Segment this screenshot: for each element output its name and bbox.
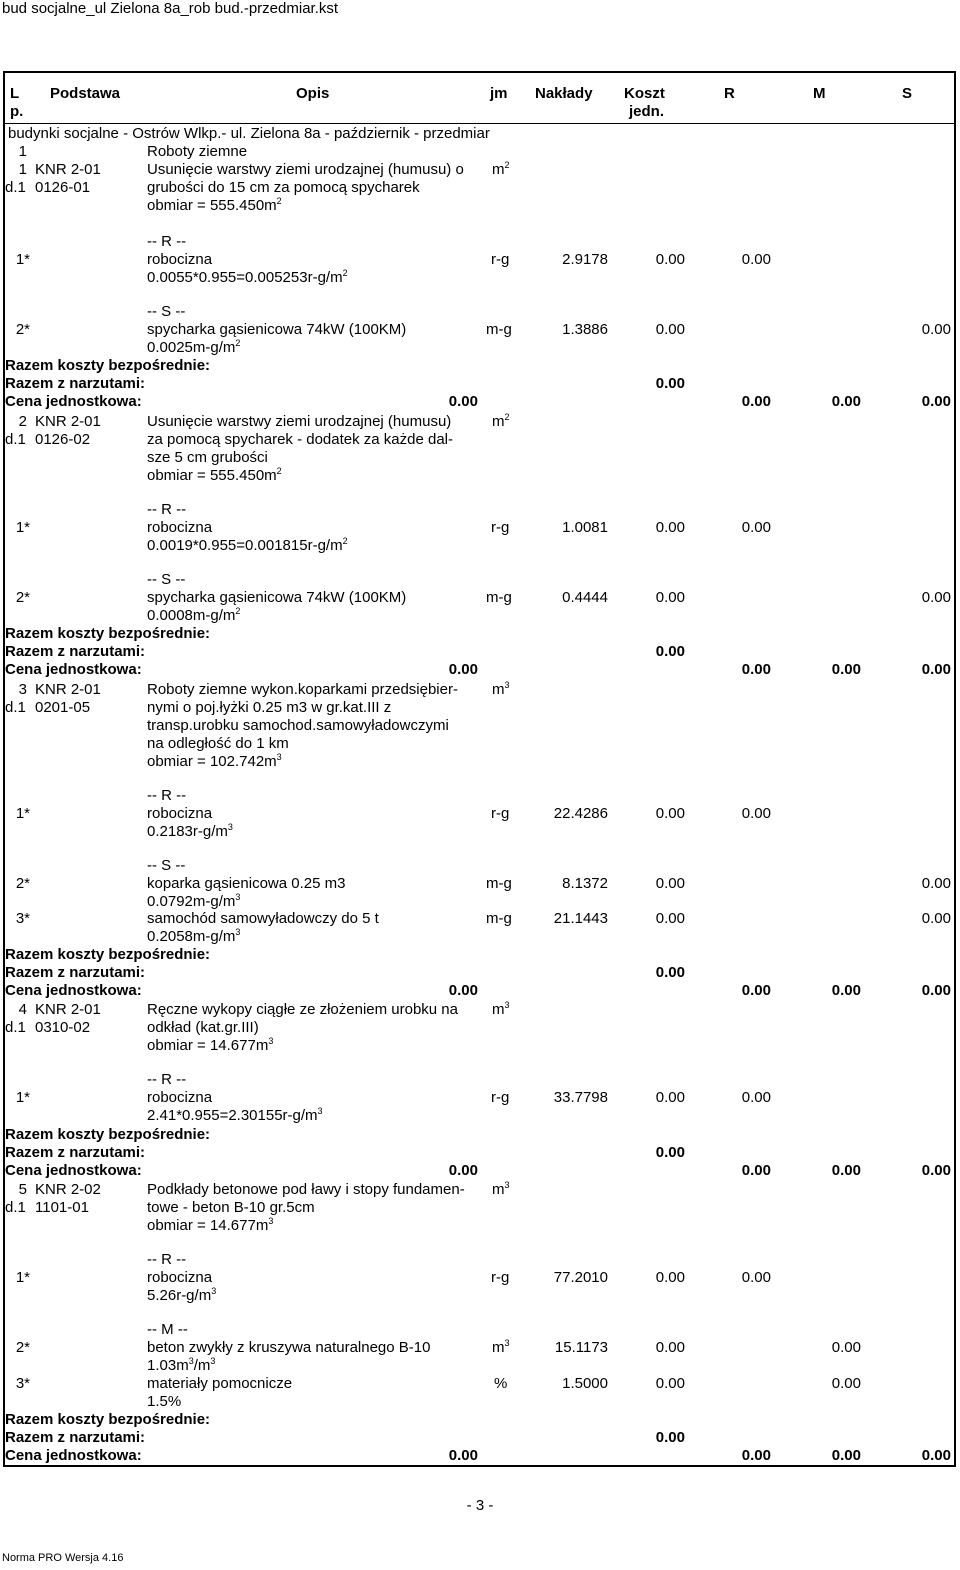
resource-r-value: 0.00 <box>741 1089 771 1106</box>
position-description: Podkłady betonowe pod ławy i stopy fundamen- <box>147 1181 465 1198</box>
header-naklady: Nakłady <box>535 85 593 102</box>
unit-price-value: 0.00 <box>448 661 478 678</box>
position-d: d.1 <box>5 1019 26 1036</box>
unit-price-s: 0.00 <box>921 982 951 999</box>
position-number: 3 <box>18 681 27 698</box>
position-code-2: 0310-02 <box>35 1019 91 1036</box>
position-code: KNR 2-01 <box>35 413 101 430</box>
with-overhead-label: Razem z narzutami: <box>5 1144 146 1161</box>
resource-unit-cost: 0.00 <box>655 321 685 338</box>
resource-lp: 1* <box>15 251 30 268</box>
position-measure: obmiar = $555.450m^2$ <box>147 196 282 214</box>
header-lp: L <box>10 85 20 102</box>
unit-price-r: 0.00 <box>741 661 771 678</box>
position-description-3: sze 5 cm grubości <box>147 449 268 466</box>
resource-name: robocizna <box>147 805 213 822</box>
table-bottom-border <box>3 1465 956 1467</box>
position-code-2: 1101-01 <box>35 1199 89 1216</box>
resource-name: robocizna <box>147 1089 213 1106</box>
resource-group-header: -- R -- <box>147 1251 187 1268</box>
resource-norm: 1.5% <box>147 1393 182 1410</box>
resource-norm: $0.0019*0.955=0.001815r-g/m^2$ <box>147 536 348 554</box>
resource-s-value: 0.00 <box>921 910 951 927</box>
resource-s-value: 0.00 <box>921 589 951 606</box>
resource-unit: m-g <box>486 875 512 892</box>
position-description: Usunięcie warstwy ziemi urodzajnej (humusu) o <box>147 161 464 178</box>
with-overhead-label: Razem z narzutami: <box>5 375 146 392</box>
resource-unit-cost: 0.00 <box>655 1089 685 1106</box>
with-overhead-value: 0.00 <box>655 964 685 981</box>
position-d: d.1 <box>5 699 26 716</box>
resource-group-header: -- M -- <box>147 1321 188 1338</box>
header-lp-2: p. <box>10 103 24 120</box>
resource-unit: m-g <box>486 910 512 927</box>
resource-unit: % <box>494 1375 508 1392</box>
resource-unit: r-g <box>491 1089 510 1106</box>
unit-price-value: 0.00 <box>448 982 478 999</box>
position-unit: $m^3$ <box>492 680 510 698</box>
resource-lp: 1* <box>15 519 30 536</box>
resource-norm: $0.0055*0.955=0.005253r-g/m^2$ <box>147 268 348 286</box>
resource-s-value: 0.00 <box>921 321 951 338</box>
direct-costs-label: Razem koszty bezpośrednie: <box>5 1411 211 1428</box>
unit-price-label: Cena jednostkowa: <box>5 982 142 999</box>
position-measure: obmiar = $14.677m^3$ <box>147 1036 274 1054</box>
table-right-border <box>954 71 956 1467</box>
resource-quantity: 33.7798 <box>553 1089 608 1106</box>
unit-price-s: 0.00 <box>921 661 951 678</box>
position-code: KNR 2-01 <box>35 681 101 698</box>
resource-s-value: 0.00 <box>921 875 951 892</box>
resource-lp: 2* <box>15 589 30 606</box>
resource-unit-cost: 0.00 <box>655 1269 685 1286</box>
resource-unit: r-g <box>491 805 510 822</box>
resource-lp: 1* <box>15 805 30 822</box>
with-overhead-value: 0.00 <box>655 643 685 660</box>
position-code-2: 0126-02 <box>35 431 91 448</box>
resource-name: koparka gąsienicowa 0.25 m3 <box>147 875 346 892</box>
header-jm: jm <box>490 85 508 102</box>
resource-lp: 3* <box>15 910 30 927</box>
position-d: d.1 <box>5 179 26 196</box>
with-overhead-value: 0.00 <box>655 1144 685 1161</box>
resource-name: spycharka gąsienicowa 74kW (100KM) <box>147 589 407 606</box>
resource-unit: r-g <box>491 519 510 536</box>
position-code-2: 0126-01 <box>35 179 91 196</box>
resource-group-header: -- S -- <box>147 857 186 874</box>
resource-unit: $m^3$ <box>492 1338 510 1356</box>
resource-norm: $0.2058m-g/m^3$ <box>147 927 241 945</box>
resource-quantity: 0.4444 <box>562 589 608 606</box>
resource-quantity: 1.5000 <box>562 1375 608 1392</box>
resource-lp: 1* <box>15 1269 30 1286</box>
table-left-border <box>3 71 5 1467</box>
resource-lp: 3* <box>15 1375 30 1392</box>
position-description-2: grubości do 15 cm za pomocą spycharek <box>147 179 420 196</box>
unit-price-value: 0.00 <box>448 393 478 410</box>
unit-price-s: 0.00 <box>921 1162 951 1179</box>
position-code: KNR 2-01 <box>35 1001 101 1018</box>
unit-price-value: 0.00 <box>448 1447 478 1464</box>
header-opis: Opis <box>296 85 330 102</box>
resource-unit-cost: 0.00 <box>655 1375 685 1392</box>
resource-group-header: -- R -- <box>147 233 187 250</box>
resource-unit: m-g <box>486 589 512 606</box>
resource-unit-cost: 0.00 <box>655 251 685 268</box>
position-d: d.1 <box>5 1199 26 1216</box>
header-m: M <box>813 85 826 102</box>
resource-quantity: 22.4286 <box>553 805 608 822</box>
unit-price-label: Cena jednostkowa: <box>5 661 142 678</box>
resource-name: samochód samowyładowczy do 5 t <box>147 910 379 927</box>
resource-name: beton zwykły z kruszywa naturalnego B-10 <box>147 1339 431 1356</box>
header-divider <box>3 123 956 124</box>
resource-r-value: 0.00 <box>741 251 771 268</box>
header-koszt: Koszt <box>624 85 665 102</box>
resource-m-value: 0.00 <box>831 1375 861 1392</box>
position-description-2: za pomocą spycharek - dodatek za każde dal- <box>147 431 453 448</box>
position-description-2: towe - beton B-10 gr.5cm <box>147 1199 315 1216</box>
resource-lp: 2* <box>15 1339 30 1356</box>
resource-unit: m-g <box>486 321 512 338</box>
resource-group-header: -- R -- <box>147 1071 187 1088</box>
unit-price-m: 0.00 <box>831 982 861 999</box>
unit-price-m: 0.00 <box>831 1447 861 1464</box>
page-number: - 3 - <box>466 1497 494 1514</box>
position-code: KNR 2-01 <box>35 161 101 178</box>
unit-price-r: 0.00 <box>741 1447 771 1464</box>
with-overhead-value: 0.00 <box>655 375 685 392</box>
position-description-4: na odległość do 1 km <box>147 735 289 752</box>
resource-group-header: -- R -- <box>147 787 187 804</box>
direct-costs-label: Razem koszty bezpośrednie: <box>5 946 211 963</box>
with-overhead-label: Razem z narzutami: <box>5 964 146 981</box>
unit-price-s: 0.00 <box>921 393 951 410</box>
resource-unit-cost: 0.00 <box>655 589 685 606</box>
with-overhead-value: 0.00 <box>655 1429 685 1446</box>
position-description: Ręczne wykopy ciągłe ze złożeniem urobku na <box>147 1001 458 1018</box>
software-footer: Norma PRO Wersja 4.16 <box>2 1552 124 1564</box>
resource-quantity: 21.1443 <box>553 910 608 927</box>
resource-unit-cost: 0.00 <box>655 519 685 536</box>
header-podstawa: Podstawa <box>50 85 121 102</box>
position-number: 5 <box>18 1181 27 1198</box>
direct-costs-label: Razem koszty bezpośrednie: <box>5 357 211 374</box>
resource-lp: 2* <box>15 321 30 338</box>
with-overhead-label: Razem z narzutami: <box>5 1429 146 1446</box>
position-unit: $m^2$ <box>492 160 510 178</box>
header-r: R <box>724 85 735 102</box>
resource-m-value: 0.00 <box>831 1339 861 1356</box>
unit-price-label: Cena jednostkowa: <box>5 1447 142 1464</box>
direct-costs-label: Razem koszty bezpośrednie: <box>5 1126 211 1143</box>
position-description: Usunięcie warstwy ziemi urodzajnej (humusu) <box>147 413 452 430</box>
unit-price-r: 0.00 <box>741 393 771 410</box>
position-description-2: nymi o poj.łyżki 0.25 m3 w gr.kat.III z <box>147 699 392 716</box>
direct-costs-label: Razem koszty bezpośrednie: <box>5 625 211 642</box>
position-number: 2 <box>18 413 27 430</box>
resource-norm: $0.0792m-g/m^3$ <box>147 892 241 910</box>
resource-quantity: 2.9178 <box>562 251 608 268</box>
position-unit: $m^2$ <box>492 412 510 430</box>
resource-lp: 1* <box>15 1089 30 1106</box>
resource-norm: $5.26r-g/m^3$ <box>147 1286 217 1304</box>
resource-unit: r-g <box>491 251 510 268</box>
position-code: KNR 2-02 <box>35 1181 101 1198</box>
resource-quantity: 15.1173 <box>554 1339 608 1356</box>
resource-group-header: -- S -- <box>147 571 186 588</box>
table-top-border <box>3 71 956 73</box>
position-d: d.1 <box>5 431 26 448</box>
resource-quantity: 77.2010 <box>553 1269 608 1286</box>
resource-quantity: 8.1372 <box>562 875 608 892</box>
group-number: 1 <box>18 143 27 160</box>
unit-price-value: 0.00 <box>448 1162 478 1179</box>
unit-price-r: 0.00 <box>741 982 771 999</box>
resource-name: materiały pomocnicze <box>147 1375 293 1392</box>
unit-price-m: 0.00 <box>831 661 861 678</box>
unit-price-m: 0.00 <box>831 393 861 410</box>
unit-price-s: 0.00 <box>921 1447 951 1464</box>
position-number: 1 <box>18 161 27 178</box>
resource-norm: $0.0025m-g/m^2$ <box>147 338 241 356</box>
position-code-2: 0201-05 <box>35 699 91 716</box>
unit-price-label: Cena jednostkowa: <box>5 1162 142 1179</box>
with-overhead-label: Razem z narzutami: <box>5 643 146 660</box>
position-description-2: odkład (kat.gr.III) <box>147 1019 259 1036</box>
resource-group-header: -- R -- <box>147 501 187 518</box>
position-description-3: transp.urobku samochod.samowyładowczymi <box>147 717 449 734</box>
resource-norm: $0.2183r-g/m^3$ <box>147 822 233 840</box>
position-measure: obmiar = $555.450m^2$ <box>147 466 282 484</box>
position-description: Roboty ziemne wykon.koparkami przedsiębier- <box>147 681 458 698</box>
resource-unit-cost: 0.00 <box>655 875 685 892</box>
resource-r-value: 0.00 <box>741 1269 771 1286</box>
position-unit: $m^3$ <box>492 1180 510 1198</box>
document-title: bud socjalne_ul Zielona 8a_rob bud.-przedmiar.kst <box>2 0 339 17</box>
resource-quantity: 1.3886 <box>562 321 608 338</box>
unit-price-label: Cena jednostkowa: <box>5 393 142 410</box>
header-s: S <box>902 85 913 102</box>
resource-lp: 2* <box>15 875 30 892</box>
resource-norm: $1.03m^3/m^3$ <box>147 1356 216 1374</box>
unit-price-r: 0.00 <box>741 1162 771 1179</box>
header-koszt-2: jedn. <box>629 103 665 120</box>
resource-quantity: 1.0081 <box>562 519 608 536</box>
resource-name: spycharka gąsienicowa 74kW (100KM) <box>147 321 407 338</box>
position-measure: obmiar = $102.742m^3$ <box>147 752 282 770</box>
resource-unit-cost: 0.00 <box>655 910 685 927</box>
resource-norm: $2.41*0.955=2.30155r-g/m^3$ <box>147 1106 323 1124</box>
resource-r-value: 0.00 <box>741 519 771 536</box>
resource-name: robocizna <box>147 251 213 268</box>
resource-unit-cost: 0.00 <box>655 1339 685 1356</box>
resource-group-header: -- S -- <box>147 303 186 320</box>
unit-price-m: 0.00 <box>831 1162 861 1179</box>
resource-name: robocizna <box>147 519 213 536</box>
group-title: Roboty ziemne <box>147 143 248 160</box>
resource-unit: r-g <box>491 1269 510 1286</box>
position-number: 4 <box>18 1001 27 1018</box>
resource-name: robocizna <box>147 1269 213 1286</box>
position-unit: $m^3$ <box>492 1000 510 1018</box>
position-measure: obmiar = $14.677m^3$ <box>147 1216 274 1234</box>
resource-unit-cost: 0.00 <box>655 805 685 822</box>
resource-r-value: 0.00 <box>741 805 771 822</box>
resource-norm: $0.0008m-g/m^2$ <box>147 606 241 624</box>
section-title: budynki socjalne - Ostrów Wlkp.- ul. Zielona 8a - październik - przedmiar <box>8 125 490 142</box>
